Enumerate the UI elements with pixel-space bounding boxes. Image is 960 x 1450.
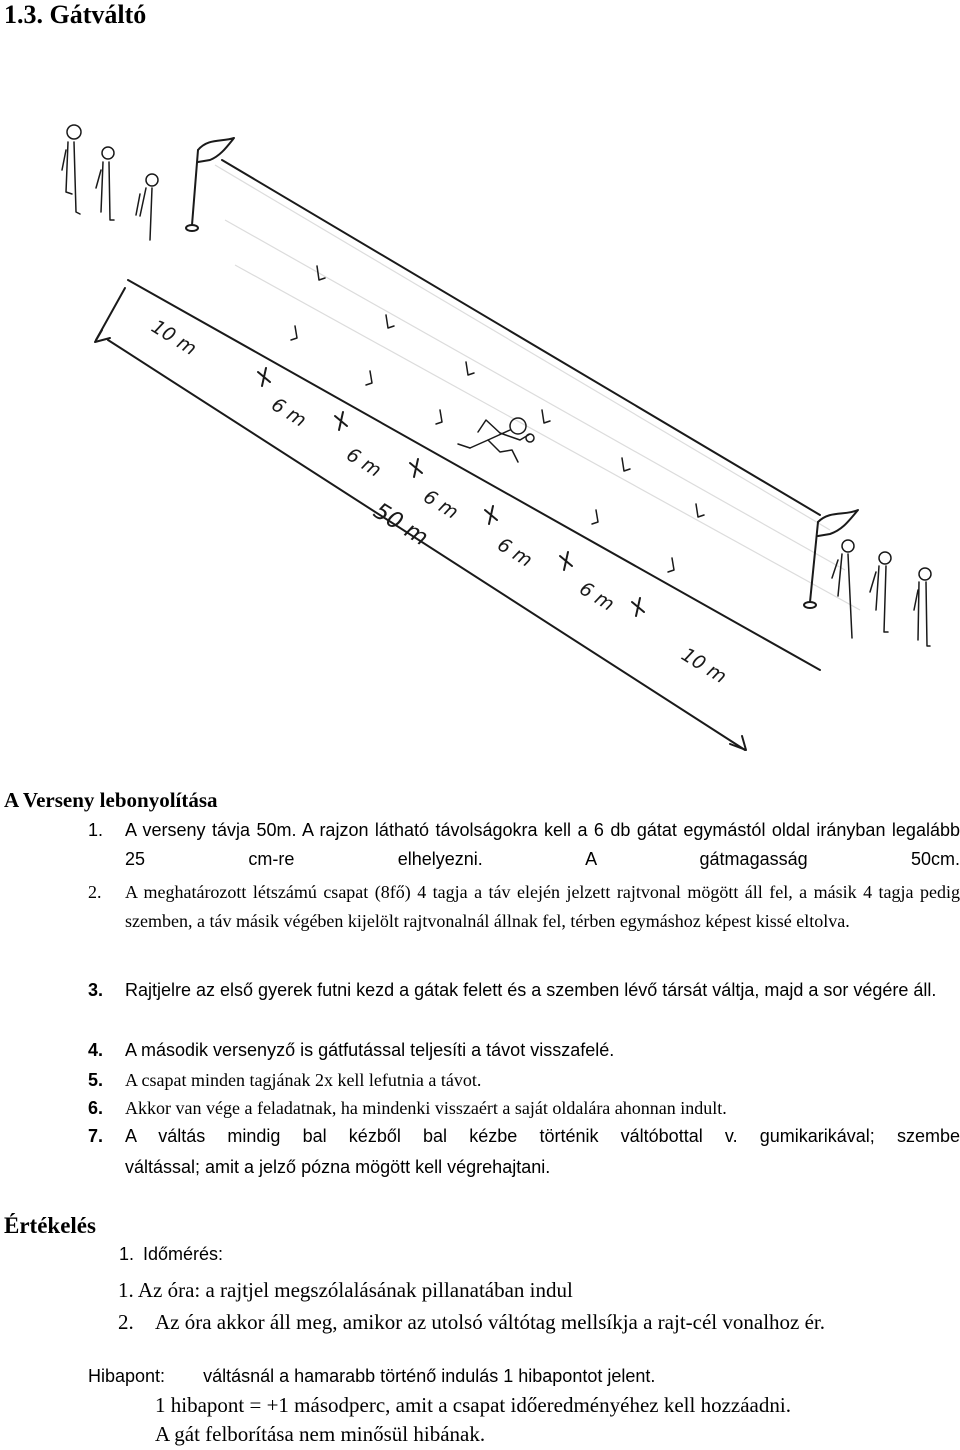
penalty-label: Hibapont: <box>88 1366 166 1386</box>
timing-item-number: 2. <box>118 1310 134 1334</box>
list-text: Akkor van vége a feladatnak, ha mindenki visszaért a saját oldalára ahonnan indult. <box>125 1098 727 1118</box>
label-end-zone: 10 m <box>677 643 731 689</box>
course-near-line <box>108 340 745 750</box>
list-item <box>88 1094 960 1123</box>
timing-item <box>118 1308 948 1336</box>
relay-course-sketch <box>0 90 960 790</box>
penalty-value: 1 hibapont = +1 másodperc, amit a csapat időeredményéhez kell hozzáadni. <box>155 1393 791 1417</box>
start-flag <box>186 138 234 231</box>
end-team <box>832 540 931 646</box>
list-number: 5. <box>88 1070 104 1090</box>
label-seg1: 6 m <box>267 393 311 432</box>
course-outer-line <box>128 280 820 670</box>
list-number: 3. <box>88 980 104 1000</box>
timing-item-text: Az óra: a rajtjel megszólalásának pillanatában indul <box>137 1278 573 1302</box>
list-text: A második versenyző is gátfutással teljesíti a távot visszafelé. <box>125 1040 615 1060</box>
runner-figure <box>458 418 534 462</box>
section-heading-verseny: A Verseny lebonyolítása <box>4 788 218 812</box>
label-seg2: 6 m <box>342 443 386 482</box>
list-number: 2. <box>88 882 102 902</box>
timing-heading <box>119 1244 223 1265</box>
list-number: 1. <box>88 820 104 840</box>
list-text-continuation: váltással; amit a jelző pózna mögött kell végrehajtani. <box>125 1157 551 1177</box>
penalty-text: váltásnál a hamarabb történő indulás 1 hibapontot jelent. <box>203 1366 656 1386</box>
list-number: 4. <box>88 1040 104 1060</box>
list-item <box>88 1066 960 1095</box>
list-number: 6. <box>88 1098 104 1118</box>
label-seg5: 6 m <box>575 577 619 616</box>
list-text-part: . gumikarikával; szembe <box>732 1126 960 1146</box>
start-team <box>62 125 158 240</box>
course-top-line <box>222 160 820 515</box>
hurdle-note: A gát felborítása nem minősül hibának. <box>155 1422 486 1446</box>
timing-item-text: Az óra akkor áll meg, amikor az utolsó váltótag mellsíkja a rajt-cél vonalhoz ér. <box>155 1310 826 1334</box>
timing-item <box>118 1278 573 1303</box>
label-seg3: 6 m <box>419 485 463 524</box>
label-start-zone: 10 m <box>147 315 201 361</box>
list-text-part: A váltás mindig bal kézből bal kézbe történik váltóbottal v <box>125 1126 733 1146</box>
section-heading-ertekeles: Értékelés <box>4 1213 96 1238</box>
list-item <box>88 1036 960 1065</box>
list-text: A meghatározott létszámú csapat (8fő) 4 tagja a táv elején jelzett rajtvonal mögött áll fel, a másik 4 tagja pedig szemben, a táv másik végében kijelölt rajtvonalnál állnak fel, térben egymáshoz képest kissé eltolva. <box>125 882 960 931</box>
list-number: 7. <box>88 1126 104 1146</box>
label-total: 50 m <box>368 498 433 552</box>
timing-label: Időmérés: <box>143 1244 224 1264</box>
list-text <box>125 1121 960 1152</box>
list-item <box>88 1121 960 1183</box>
list-text: A csapat minden tagjának 2x kell lefutnia a távot. <box>125 1070 482 1090</box>
list-item <box>88 976 960 1005</box>
list-text: Rajtjelre az első gyerek futni kezd a gátak felett és a szemben lévő társát váltja, majd a sor végére áll. <box>125 980 937 1000</box>
list-item <box>88 816 960 874</box>
list-item <box>88 878 960 936</box>
timing-number: 1. <box>119 1244 135 1264</box>
label-seg4: 6 m <box>493 533 537 572</box>
list-text: A verseny távja 50m. A rajzon látható távolságokra kell a 6 db gátat egymástól oldal irányban legalább 25 cm-re elhelyezni. A gátmagasság 50cm. <box>125 820 960 869</box>
page-title: 1.3. Gátváltó <box>4 0 147 29</box>
marker-3 <box>410 459 422 477</box>
timing-item-number: 1. <box>118 1278 134 1302</box>
penalty-line <box>88 1366 655 1387</box>
